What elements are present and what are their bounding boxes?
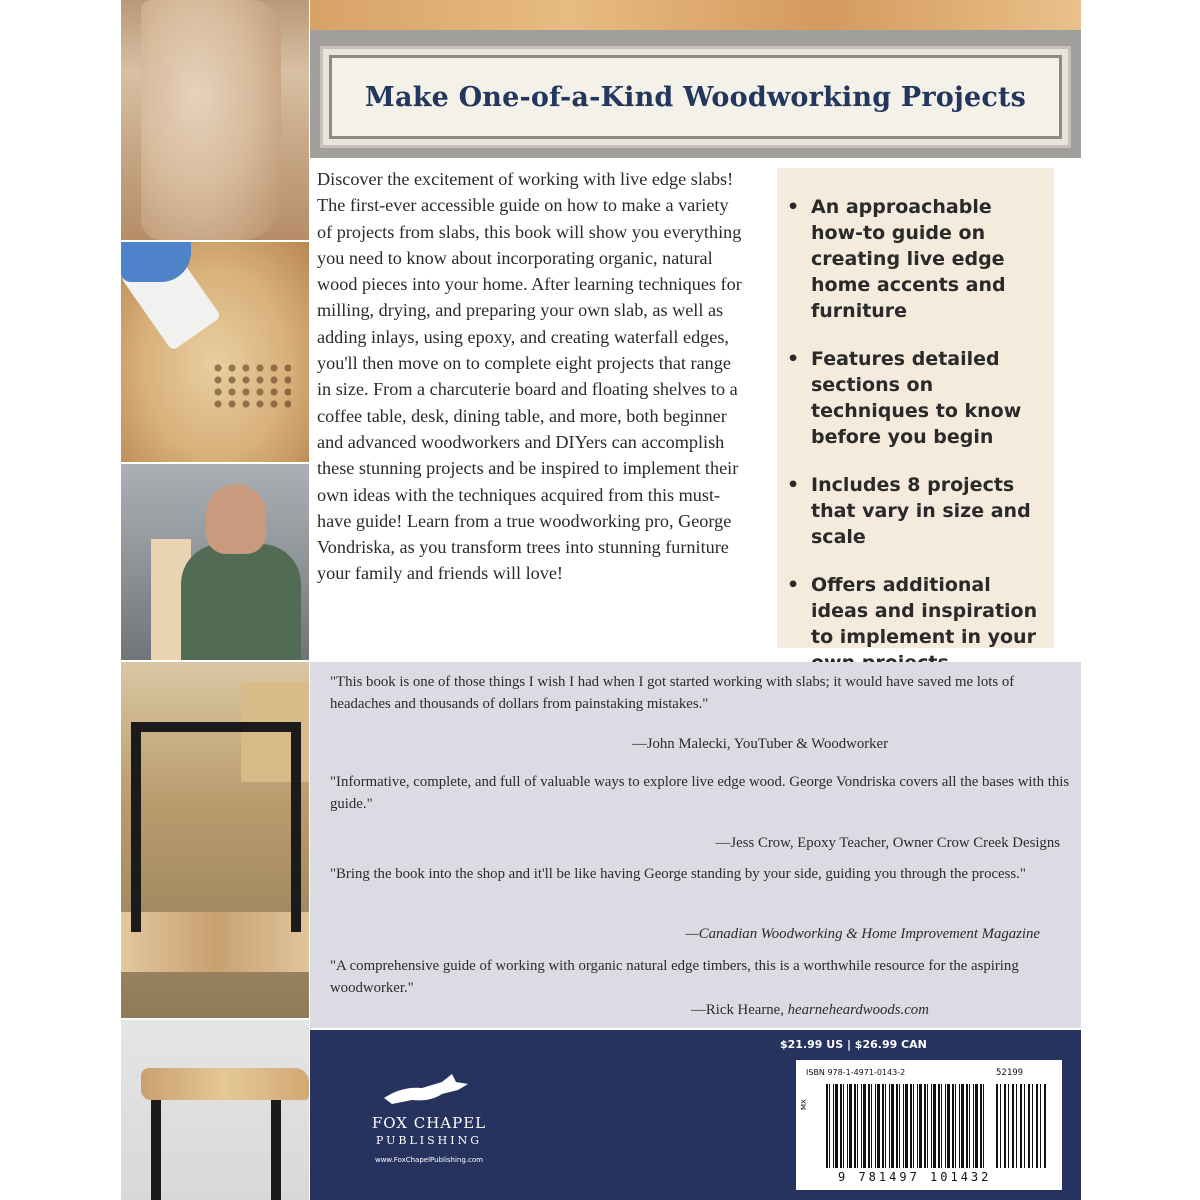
barcode-supplement-bars — [996, 1084, 1046, 1168]
header-band — [310, 30, 1081, 158]
photo-slab — [121, 0, 309, 240]
isbn-number: 9 781497 101432 — [838, 1170, 992, 1184]
isbn-label: ISBN 978-1-4971-0143-2 — [806, 1068, 906, 1077]
photo-finished-desk — [121, 1020, 309, 1200]
book-back-cover — [121, 0, 1081, 1200]
desk-top — [141, 1068, 309, 1100]
publisher-name: FOX CHAPEL — [371, 1114, 487, 1132]
desk-leg — [151, 1100, 161, 1200]
barcode-bars — [826, 1084, 986, 1168]
testimonial-text: "A comprehensive guide of working with organic natural edge timbers, this is a worthwhile resource for the aspiring woodworker." — [330, 958, 1019, 996]
testimonials — [310, 662, 1081, 1028]
testimonial-text: "Informative, complete, and full of valuable ways to explore live edge wood. George Vondriska covers all the bases with this guide." — [330, 774, 1070, 812]
testimonial-attribution: —Canadian Woodworking & Home Improvement Magazine — [685, 926, 1040, 942]
barcode — [796, 1060, 1062, 1190]
wood-grain-strip — [310, 0, 1081, 30]
testimonial-text: "This book is one of those things I wish I had when I got started working with slabs; it would have saved me lots of headaches and thousands of dollars from painstaking mistakes." — [330, 674, 1015, 712]
testimonial-attribution: —John Malecki, YouTuber & Woodworker — [631, 736, 889, 752]
photo-table-assembly — [121, 662, 309, 1018]
photo-epoxy-application — [121, 242, 309, 462]
publisher-logo — [354, 1068, 504, 1178]
testimonial-attribution: —Rick Hearne, hearneheardwoods.com — [691, 1002, 929, 1018]
book-description: Discover the excitement of working with live edge slabs! The first-ever accessible guide on how to make a variety of projects from slabs, this book will show you everything you need to know about incorporating organic, natural wood pieces into your home. After learning techniques for milling, drying, and preparing your own slab, as well as adding inlays, using epoxy, and creating waterfall edges, you'll then move on to complete eight projects that range in size. From a charcuterie board and floating shelves to a coffee table, desk, dining table, and more, both beginner and advanced woodworkers and DIYers can accomplish these stunning projects and be inspired to implement their own ideas with the techniques acquired from this must-have guide! Learn from a true woodworking pro, George Vondriska, as you transform trees into stunning furniture your family and friends will love! — [317, 169, 742, 584]
barcode-side-code: MX — [800, 1099, 808, 1110]
publisher-url: www.FoxChapelPublishing.com — [374, 1156, 483, 1164]
header-frame — [320, 46, 1071, 148]
wood-knots — [211, 362, 291, 412]
testimonial-attribution: —Jess Crow, Epoxy Teacher, Owner Crow Creek Designs — [715, 835, 1060, 851]
table-frame — [131, 722, 301, 932]
woodworker-shirt — [181, 544, 301, 660]
photo-woodworker-gluing — [121, 464, 309, 660]
feature-item: • Includes 8 projects that vary in size and scale — [787, 474, 1031, 548]
woodworker-head — [206, 484, 266, 554]
publisher-sub: PUBLISHING — [375, 1134, 483, 1147]
barcode-supplement: 52199 — [996, 1068, 1024, 1078]
slab-shape — [141, 0, 281, 240]
desk-leg — [271, 1100, 281, 1200]
bullet-icon: • — [787, 574, 800, 596]
publisher-band — [310, 1030, 1081, 1200]
cover-headline: Make One-of-a-Kind Woodworking Projects — [364, 81, 1027, 113]
feature-list — [777, 168, 1054, 648]
testimonial-text: "Bring the book into the shop and it'll be like having George standing by your side, guiding you through the process." — [330, 866, 1026, 882]
bullet-icon: • — [787, 196, 800, 218]
price: $21.99 US | $26.99 CAN — [780, 1038, 927, 1051]
fox-icon — [382, 1068, 472, 1108]
feature-item: • Offers additional ideas and inspiration to implement in your — [777, 572, 1054, 676]
bullet-icon: • — [787, 348, 800, 370]
feature-item: • An approachable how-to guide on creating live edge home accents and furniture — [787, 196, 1006, 322]
bullet-icon: • — [787, 474, 800, 496]
feature-item: • Features detailed sections on techniques to know before you begin — [787, 348, 1022, 448]
